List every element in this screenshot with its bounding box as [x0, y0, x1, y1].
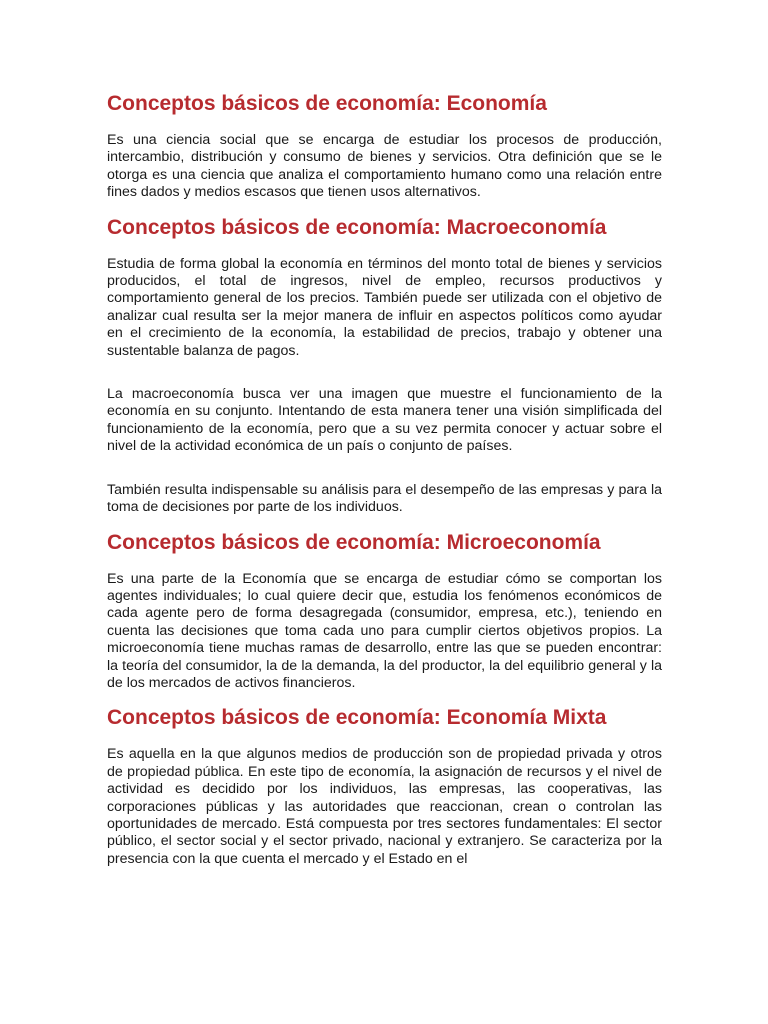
document-page	[107, 90, 662, 868]
section-microeconomia	[107, 529, 662, 693]
section-heading: Conceptos básicos de economía: Economía Mixta	[107, 706, 607, 730]
section-economia-mixta	[107, 704, 662, 868]
section-heading: Conceptos básicos de economía: Microeconomía	[107, 530, 601, 554]
section-paragraph: Estudia de forma global la economía en términos del monto total de bienes y servicios producidos, el total de ingresos, nivel de empleo, recursos productivos y comportamiento general de los precios. También puede ser utilizada con el objetivo de analizar cual resulta ser la mejor manera de influir en aspectos políticos como ayudar en el crecimiento de la economía, la estabilidad de precios, trabajo y obtener una sustentable balanza de pagos.	[107, 255, 662, 359]
section-paragraph: Es una ciencia social que se encarga de estudiar los procesos de producción, intercambio, distribución y consumo de bienes y servicios. Otra definición que se le otorga es una ciencia que analiza el comportamiento humano como una relación entre fines dados y medios escasos que tienen usos alternativos.	[107, 132, 662, 201]
section-heading: Conceptos básicos de economía: Macroeconomía	[107, 215, 607, 239]
section-heading: Conceptos básicos de economía: Economía	[107, 92, 547, 115]
section-paragraph: Es una parte de la Economía que se encarga de estudiar cómo se comportan los agentes individuales; lo cual quiere decir que, estudia los fenómenos económicos de cada agente pero de forma desagregada (consumidor, empresa, etc.), teniendo en cuenta las decisiones que toma cada uno para cumplir ciertos objetivos propios. La microeconomía tiene muchas ramas de desarrollo, entre las que se pueden encontrar: la teoría del consumidor, la de la demanda, la del productor, la del equilibrio general y la de los mercados de activos financieros.	[107, 570, 662, 691]
section-paragraph: Es aquella en la que algunos medios de producción son de propiedad privada y otros de propiedad pública. En este tipo de economía, la asignación de recursos y el nivel de actividad es decidido por los individuos, las empresas, las cooperativas, las corporaciones públicas y las autoridades que reaccionan, crean o controlan las oportunidades de mercado. Está compuesta por tres sectores fundamentales: El sector público, el sector social y el sector privado, nacional y extranjero. Se caracteriza por la presencia con la que cuenta el mercado y el Estado en el	[107, 746, 662, 867]
section-economia	[107, 90, 662, 202]
section-paragraph: La macroeconomía busca ver una imagen que muestre el funcionamiento de la economía en su conjunto. Intentando de esta manera tener una visión simplificada del funcionamiento de la economía, pero que a su vez permita conocer y actuar sobre el nivel de la actividad económica de un país o conjunto de países.	[107, 386, 662, 455]
section-paragraph: También resulta indispensable su análisis para el desempeño de las empresas y para la toma de decisiones por parte de los individuos.	[107, 481, 662, 516]
section-macroeconomia	[107, 214, 662, 517]
